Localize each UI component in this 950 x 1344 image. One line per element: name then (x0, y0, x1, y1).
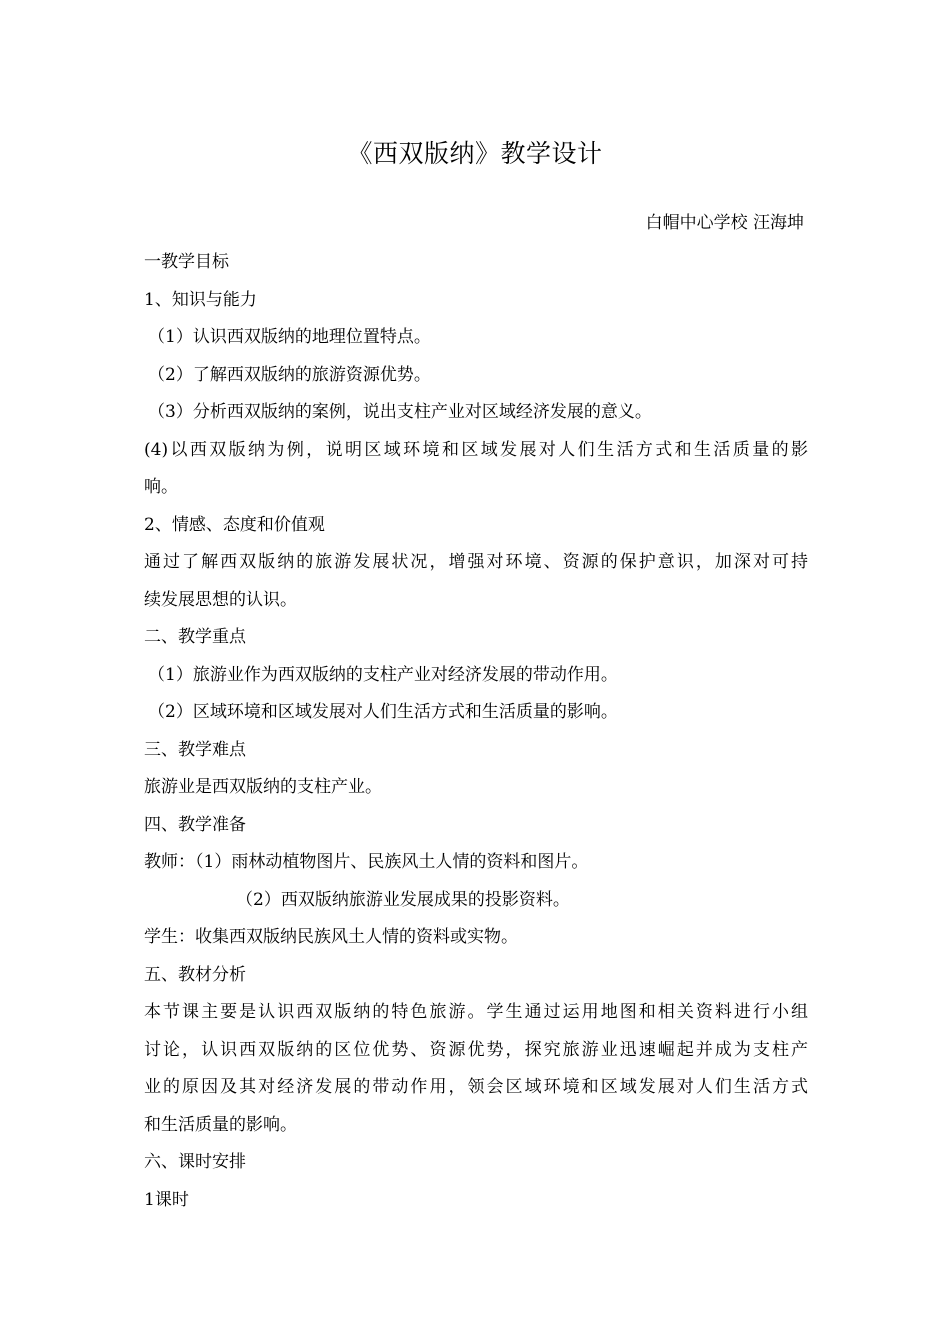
list-item: （1）旅游业作为西双版纳的支柱产业对经济发展的带动作用。 (148, 664, 618, 685)
section-heading: 六、课时安排 (144, 1152, 246, 1172)
list-item: （1）认识西双版纳的地理位置特点。 (148, 327, 431, 347)
section-heading: 五、教材分析 (144, 964, 246, 985)
document-body (144, 244, 808, 1219)
paragraph-line: 业的原因及其对经济发展的带动作用，领会区域环境和区域发展对人们生活方式 (144, 1077, 808, 1097)
paragraph-line: 续发展思想的认识。 (144, 589, 297, 610)
section-heading: 二、教学重点 (144, 627, 246, 647)
document-title: 《西双版纳》教学设计 (347, 139, 603, 168)
paragraph-line: 通过了解西双版纳的旅游发展状况，增强对环境、资源的保护意识，加深对可持 (144, 552, 808, 572)
subsection-heading: 2、情感、态度和价值观 (144, 514, 325, 535)
list-item: (4)以西双版纳为例，说明区域环境和区域发展对人们生活方式和生活质量的影 (144, 439, 808, 460)
teacher-preparation-item: （2）西双版纳旅游业发展成果的投影资料。 (236, 889, 570, 910)
section-heading: 一教学目标 (144, 252, 229, 272)
section-heading: 三、教学难点 (144, 739, 246, 760)
teacher-preparation: 教师：（1）雨林动植物图片、民族风土人情的资料和图片。 (144, 852, 589, 872)
subsection-heading: 1、知识与能力 (144, 289, 257, 310)
list-item: （2）区域环境和区域发展对人们生活方式和生活质量的影响。 (148, 702, 618, 722)
paragraph-line: 1课时 (144, 1189, 189, 1210)
list-item-continuation: 响。 (144, 477, 178, 497)
paragraph-line: 旅游业是西双版纳的支柱产业。 (144, 777, 382, 797)
student-preparation: 学生：收集西双版纳民族风土人情的资料或实物。 (144, 927, 518, 947)
author-line: 白帽中心学校 汪海坤 (645, 213, 804, 233)
list-item: （3）分析西双版纳的案例，说出支柱产业对区域经济发展的意义。 (148, 402, 652, 422)
paragraph-line: 本节课主要是认识西双版纳的特色旅游。学生通过运用地图和相关资料进行小组 (144, 1002, 808, 1022)
section-heading: 四、教学准备 (144, 814, 246, 835)
paragraph-line: 和生活质量的影响。 (144, 1114, 297, 1135)
list-item: （2）了解西双版纳的旅游资源优势。 (148, 364, 431, 385)
paragraph-line: 讨论，认识西双版纳的区位优势、资源优势，探究旅游业迅速崛起并成为支柱产 (144, 1039, 808, 1060)
